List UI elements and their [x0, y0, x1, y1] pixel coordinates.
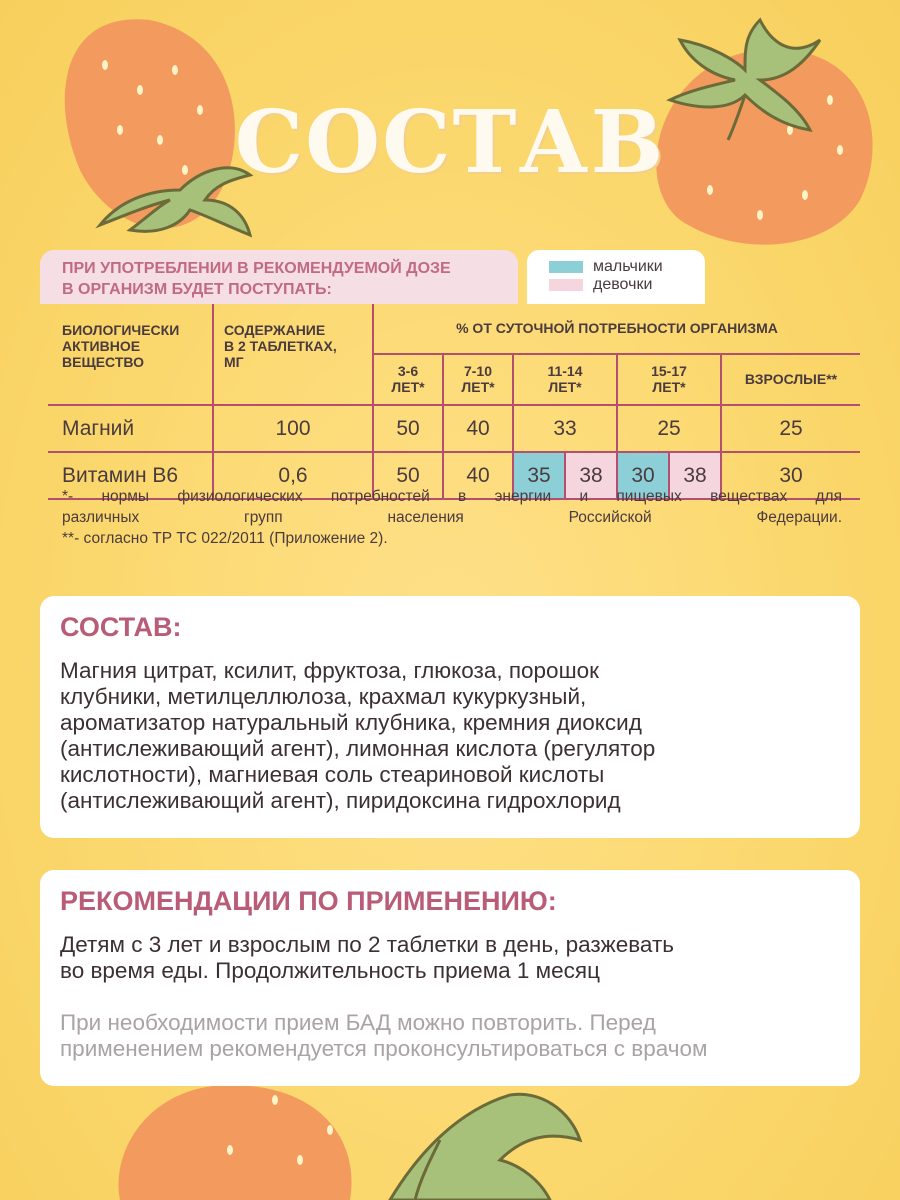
- row-value: 40: [443, 405, 513, 452]
- footnote-line: **- согласно ТР ТС 022/2011 (Приложение 2).: [62, 530, 388, 547]
- age-group-header: [443, 354, 513, 405]
- composition-line: (антислеживающий агент), пиридоксина гидрохлорид: [60, 788, 621, 813]
- age-group-line2: ЛЕТ*: [391, 379, 425, 396]
- usage-line: Детям с 3 лет и взрослым по 2 таблетки в день, разжевать: [60, 932, 674, 957]
- composition-line: клубники, метилцеллюлоза, крахмал кукуркузный,: [60, 684, 587, 709]
- composition-card: [40, 596, 860, 838]
- dose-note-line-2: В ОРГАНИЗМ БУДЕТ ПОСТУПАТЬ:: [62, 281, 332, 298]
- composition-line: Магния цитрат, ксилит, фруктоза, глюкоза, порошок: [60, 658, 599, 683]
- row-value: 30: [721, 452, 860, 499]
- row-value: 50: [373, 405, 443, 452]
- col-substance-line: ВЕЩЕСТВО: [62, 354, 145, 370]
- age-group-line2: ЛЕТ*: [548, 379, 582, 396]
- row-value: 33: [513, 405, 617, 452]
- usage-text: [60, 932, 850, 984]
- row-value-boys: 35: [513, 452, 565, 499]
- col-substance-header: [48, 304, 213, 405]
- page-title: СОСТАВ: [234, 92, 666, 193]
- composition-title: СОСТАВ:: [60, 612, 182, 642]
- age-group-line1: 7-10: [463, 363, 493, 380]
- age-group-header: [373, 354, 443, 405]
- row-content: 100: [213, 405, 373, 452]
- composition-line: (антислеживающий агент), лимонная кислота (регулятор: [60, 736, 656, 761]
- usage-note: [60, 1010, 850, 1062]
- table-footnote: [62, 486, 842, 549]
- row-value: 50: [373, 452, 443, 499]
- legend-girls-swatch: [549, 279, 583, 291]
- age-group-line1: 11-14: [547, 363, 583, 380]
- legend-boys-label: мальчики: [593, 258, 663, 275]
- age-group-header: [617, 354, 721, 405]
- col-content-line: СОДЕРЖАНИЕ: [224, 322, 326, 338]
- legend-boys: [549, 258, 705, 276]
- row-content: 0,6: [213, 452, 373, 499]
- age-group-line1: ВЗРОСЛЫЕ**: [744, 371, 838, 388]
- age-group-line1: 3-6: [397, 363, 419, 380]
- legend-boys-swatch: [549, 261, 583, 273]
- row-name: Витамин В6: [48, 452, 213, 499]
- legend-girls-label: девочки: [593, 276, 653, 293]
- footnote-line: различных групп населения Российской Федерации.: [62, 509, 842, 526]
- usage-note-line: применением рекомендуется проконсультироваться с врачом: [60, 1036, 708, 1061]
- table-row: [48, 405, 860, 452]
- age-group-header: [721, 354, 860, 405]
- strawberry-bottom-icon: [118, 1085, 580, 1200]
- legend-girls: [549, 276, 705, 294]
- row-value: 25: [721, 405, 860, 452]
- row-name: Магний: [48, 405, 213, 452]
- age-group-line2: ЛЕТ*: [461, 379, 495, 396]
- legend: [527, 250, 705, 304]
- col-content-line: МГ: [224, 354, 244, 370]
- row-value-girls: 38: [565, 452, 617, 499]
- col-substance-line: АКТИВНОЕ: [62, 338, 141, 354]
- usage-title: РЕКОМЕНДАЦИИ ПО ПРИМЕНЕНИЮ:: [60, 886, 557, 916]
- usage-line: во время еды. Продолжительность приема 1 месяц: [60, 958, 600, 983]
- nutrition-table: [48, 304, 860, 500]
- usage-note-line: При необходимости прием БАД можно повторить. Перед: [60, 1010, 656, 1035]
- row-value: 40: [443, 452, 513, 499]
- footnote-line: *- нормы физиологических потребностей в энергии и пищевых веществах для: [62, 488, 842, 505]
- usage-card: [40, 870, 860, 1086]
- row-value-girls: 38: [669, 452, 721, 499]
- age-group-header: [513, 354, 617, 405]
- col-content-line: В 2 ТАБЛЕТКАХ,: [224, 338, 337, 354]
- age-group-line1: 15-17: [651, 363, 687, 380]
- row-value: 25: [617, 405, 721, 452]
- age-group-line2: ЛЕТ*: [652, 379, 686, 396]
- composition-line: кислотности), магниевая соль стеариновой кислоты: [60, 762, 605, 787]
- composition-line: ароматизатор натуральный клубника, кремния диоксид: [60, 710, 642, 735]
- dose-note-line-1: ПРИ УПОТРЕБЛЕНИИ В РЕКОМЕНДУЕМОЙ ДОЗЕ: [62, 260, 451, 277]
- dose-note: [40, 250, 518, 304]
- composition-text: [60, 658, 850, 814]
- col-percent-header: % ОТ СУТОЧНОЙ ПОТРЕБНОСТИ ОРГАНИЗМА: [373, 304, 860, 354]
- col-content-header: [213, 304, 373, 405]
- row-value-boys: 30: [617, 452, 669, 499]
- col-substance-line: БИОЛОГИЧЕСКИ: [62, 322, 180, 338]
